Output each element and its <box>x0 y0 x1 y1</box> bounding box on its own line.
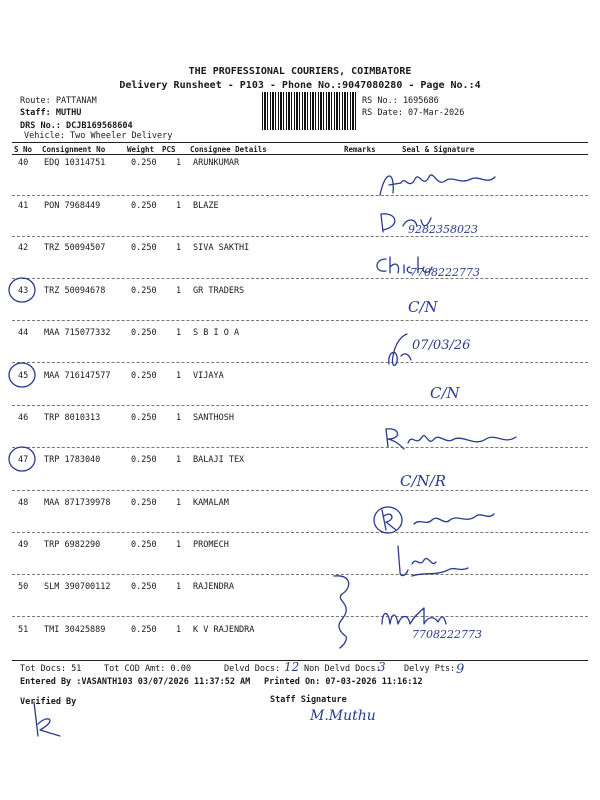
row-consignee: GR TRADERS <box>193 286 245 296</box>
handwritten-date-44: 07/03/26 <box>412 338 471 353</box>
row-pcs: 1 <box>176 413 182 423</box>
row-sno: 49 <box>18 540 29 550</box>
verified-by-label: Verified By <box>20 697 77 707</box>
row-consignee: SANTHOSH <box>193 413 234 423</box>
row-sno: 45 <box>18 371 29 381</box>
handwritten-cnr-47: C/N/R <box>400 472 447 490</box>
footer-top-rule <box>12 660 588 661</box>
entered-by: Entered By :VASANTH103 03/07/2026 11:37:52 AM <box>20 677 251 687</box>
row-sno: 43 <box>18 286 29 296</box>
row-pcs: 1 <box>176 158 182 168</box>
row-consignment: TRP 6982290 <box>44 540 101 550</box>
row-weight: 0.250 <box>131 625 157 635</box>
row-weight: 0.250 <box>131 540 157 550</box>
row-consignment: TMI 30425889 <box>44 625 106 635</box>
row-consignee: VIJAYA <box>193 371 224 381</box>
row-weight: 0.250 <box>131 582 157 592</box>
printed-on: Printed On: 07-03-2026 11:16:12 <box>264 677 423 687</box>
row-consignee: PROMECH <box>193 540 229 550</box>
row-consignee: K V RAJENDRA <box>193 625 255 635</box>
handwritten-cn-45: C/N <box>430 384 460 402</box>
delivered-docs-count: 12 <box>284 660 300 674</box>
row-consignee: KAMALAM <box>193 498 229 508</box>
row-sno: 50 <box>18 582 29 592</box>
drs-number: DRS No.: DCJB169568604 <box>20 121 133 131</box>
staff-signature: M.Muthu <box>310 708 376 724</box>
row-consignment: TRP 8010313 <box>44 413 101 423</box>
total-docs: Tot Docs: 51 <box>20 664 82 674</box>
row-pcs: 1 <box>176 371 182 381</box>
row-consignee: S B I O A <box>193 328 240 338</box>
row-weight: 0.250 <box>131 243 157 253</box>
row-weight: 0.250 <box>131 328 157 338</box>
row-pcs: 1 <box>176 286 182 296</box>
total-cod-amount: Tot COD Amt: 0.00 <box>104 664 191 674</box>
row-weight: 0.250 <box>131 455 157 465</box>
non-delivered-docs-label: Non Delvd Docs: <box>304 664 381 674</box>
row-pcs: 1 <box>176 201 182 211</box>
row-pcs: 1 <box>176 625 182 635</box>
vehicle-label: Vehicle: Two Wheeler Delivery <box>24 131 173 141</box>
delivery-points-label: Delvy Pts: <box>404 664 456 674</box>
row-consignment: MAA 716147577 <box>44 371 111 381</box>
route-label: Route: PATTANAM <box>20 96 97 106</box>
row-weight: 0.250 <box>131 498 157 508</box>
row-weight: 0.250 <box>131 286 157 296</box>
row-consignee: BLAZE <box>193 201 219 211</box>
row-consignee: ARUNKUMAR <box>193 158 240 168</box>
row-sno: 47 <box>18 455 29 465</box>
rs-number: RS No.: 1695686 <box>362 96 439 106</box>
row-sno: 48 <box>18 498 29 508</box>
non-delivered-docs-count: 3 <box>378 660 386 674</box>
row-pcs: 1 <box>176 582 182 592</box>
signature-rajendra <box>330 572 360 652</box>
row-sno: 44 <box>18 328 29 338</box>
col-header-pcs: PCS <box>162 145 176 154</box>
row-weight: 0.250 <box>131 371 157 381</box>
col-header-consignee: Consignee Details <box>190 145 267 154</box>
signature-arunkumar <box>375 165 505 205</box>
row-consignee: BALAJI TEX <box>193 455 245 465</box>
rs-date: RS Date: 07-Mar-2026 <box>362 108 465 118</box>
col-header-remarks: Remarks <box>344 145 376 154</box>
handwritten-phone-siva: 7708222773 <box>410 266 480 279</box>
row-consignment: TRZ 50094507 <box>44 243 106 253</box>
staff-label: Staff: MUTHU <box>20 108 82 118</box>
row-sno: 51 <box>18 625 29 635</box>
row-pcs: 1 <box>176 328 182 338</box>
row-pcs: 1 <box>176 243 182 253</box>
row-consignment: SLM 390700112 <box>44 582 111 592</box>
row-pcs: 1 <box>176 455 182 465</box>
runsheet-title: Delivery Runsheet - P103 - Phone No.:9047080280 - Page No.:4 <box>119 80 481 91</box>
row-sno: 40 <box>18 158 29 168</box>
row-weight: 0.250 <box>131 158 157 168</box>
col-header-weight: Weight <box>127 145 155 154</box>
handwritten-phone-blaze: 9282358023 <box>408 223 478 236</box>
row-pcs: 1 <box>176 498 182 508</box>
row-weight: 0.250 <box>131 413 157 423</box>
row-consignee: RAJENDRA <box>193 582 234 592</box>
delivered-docs-label: Delvd Docs: <box>224 664 281 674</box>
signature-kv-rajendra <box>378 604 448 630</box>
staff-signature-label: Staff Signature <box>270 695 347 705</box>
signature-promech <box>392 542 472 582</box>
signature-kamalam <box>370 502 500 536</box>
row-sno: 42 <box>18 243 29 253</box>
handwritten-phone-kv-rajendra: 7708222773 <box>412 628 482 641</box>
row-consignment: TRP 1783040 <box>44 455 101 465</box>
row-consignment: MAA 871739978 <box>44 498 111 508</box>
row-weight: 0.250 <box>131 201 157 211</box>
row-consignment: PON 7968449 <box>44 201 101 211</box>
row-sno: 46 <box>18 413 29 423</box>
row-consignment: EDQ 10314751 <box>44 158 106 168</box>
col-header-consignment: Consignment No <box>42 145 106 154</box>
company-name: THE PROFESSIONAL COURIERS, COIMBATORE <box>188 66 412 77</box>
col-header-sno: S No <box>14 145 33 154</box>
signature-sbioa <box>385 330 415 370</box>
signature-santhosh <box>382 425 522 455</box>
row-pcs: 1 <box>176 540 182 550</box>
row-consignee: SIVA SAKTHI <box>193 243 250 253</box>
row-sno: 41 <box>18 201 29 211</box>
verifier-signature <box>28 700 68 740</box>
col-header-seal: Seal & Signature <box>402 145 475 154</box>
row-consignment: TRZ 50094678 <box>44 286 106 296</box>
delivery-points-count: 9 <box>456 662 465 677</box>
handwritten-cn-43: C/N <box>408 298 438 316</box>
row-consignment: MAA 715077332 <box>44 328 111 338</box>
